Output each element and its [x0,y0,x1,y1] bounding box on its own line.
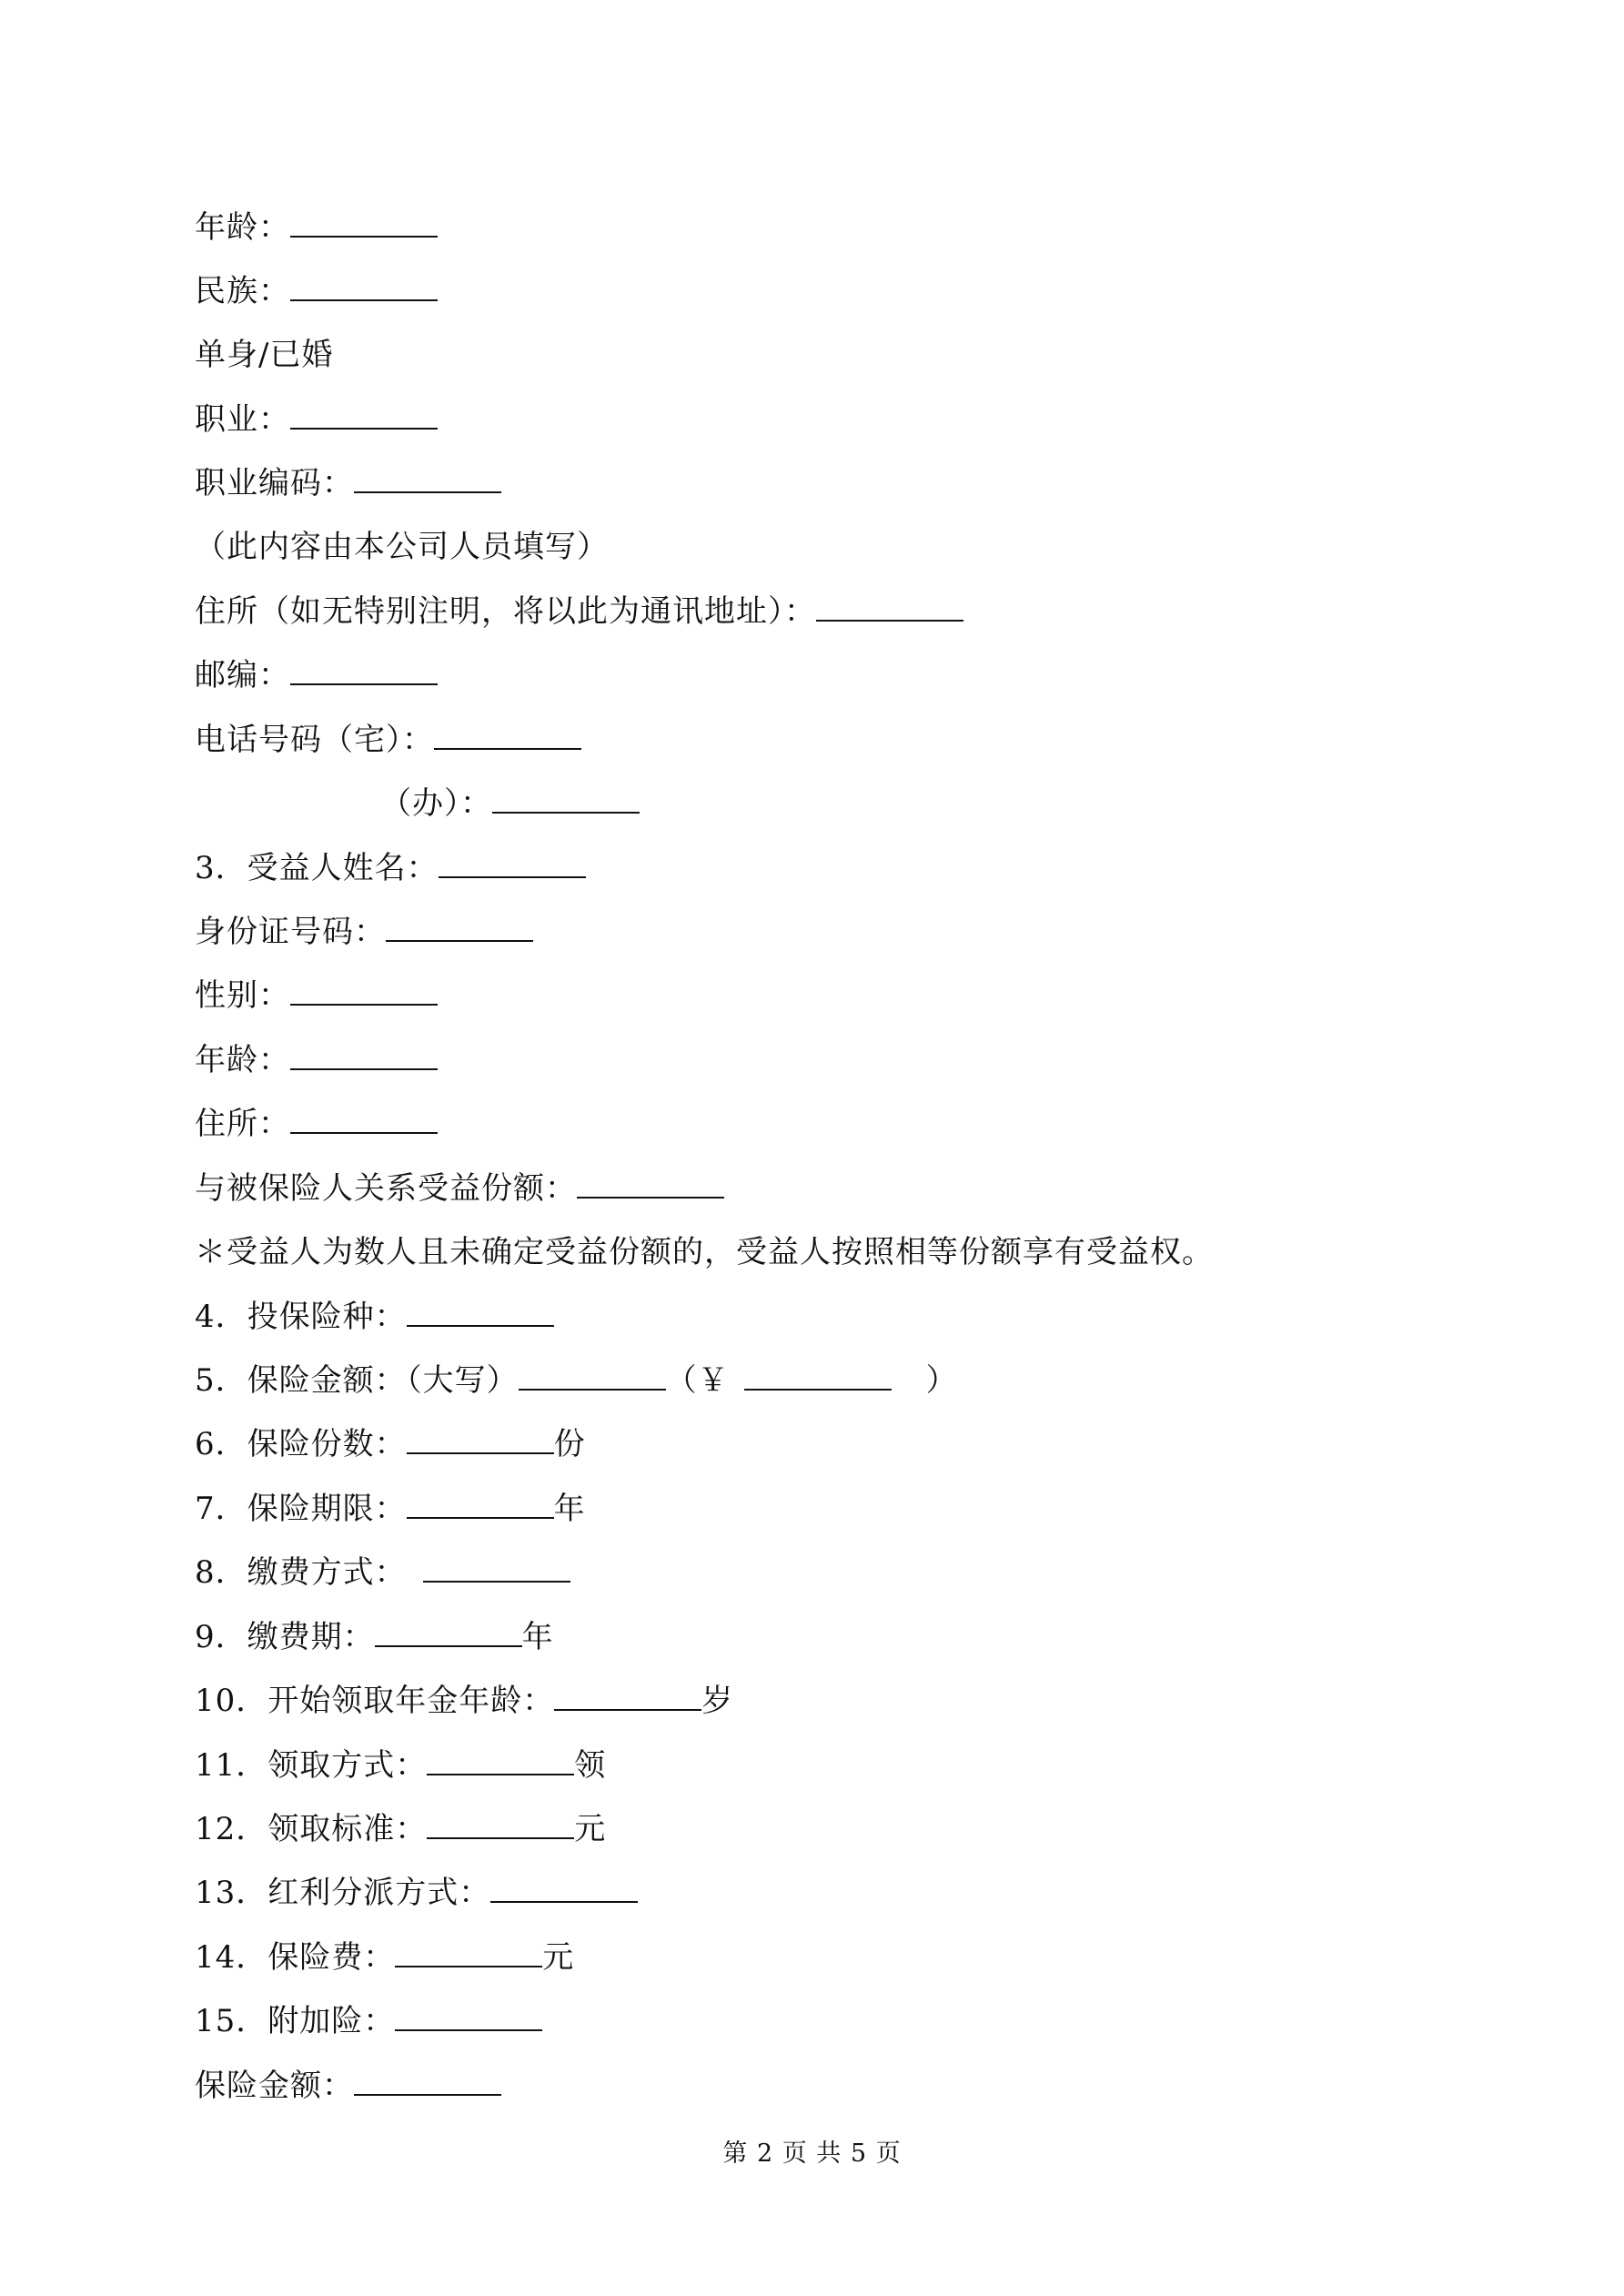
line-beneficiary-note [195,1232,1214,1272]
field-label: 与被保险人关系受益份额： [195,1170,577,1207]
blank-line[interactable] [395,2002,542,2031]
field-label: 9．缴费期： [195,1619,375,1655]
line-beneficiary-name [195,848,586,888]
line-insurance-type [195,1297,554,1337]
text-line: （此内容由本公司人员填写） [195,529,609,565]
text-line: 单身/已婚 [195,337,334,373]
blank-line[interactable] [407,1298,554,1327]
field-label: 11．领取方式： [195,1747,428,1784]
line-staff-note [195,527,609,567]
field-suffix: 岁 [701,1683,734,1719]
line-dividend-method [195,1873,638,1913]
blank-line[interactable] [290,1105,438,1134]
line-occupation-code [195,463,501,503]
blank-line[interactable] [427,1810,574,1839]
field-label: 住所： [195,1106,290,1142]
line-id-number [195,912,533,952]
line-residence [195,592,963,632]
blank-line[interactable] [290,272,438,301]
blank-line[interactable] [744,1361,892,1391]
field-label: 保险金额： [195,2068,354,2104]
blank-line[interactable] [423,1553,570,1583]
field-label: 6．保险份数： [195,1426,407,1462]
blank-line[interactable] [407,1425,554,1454]
line-phone-office [380,784,640,824]
line-ethnicity [195,271,438,311]
line-age [195,207,438,248]
blank-line[interactable] [519,1361,666,1391]
field-label: （办）： [380,785,492,822]
blank-line[interactable] [434,721,581,750]
field-label: 民族： [195,273,290,309]
field-label: 电话号码（宅）： [195,722,434,758]
line-marital-status [195,335,333,375]
blank-line[interactable] [407,1490,554,1519]
field-label: 住所（如无特别注明，将以此为通讯地址）： [195,593,816,630]
line-collection-method [195,1745,606,1785]
blank-line[interactable] [354,2067,501,2096]
field-label: 年龄： [195,209,290,246]
field-suffix: 份 [553,1426,586,1462]
blank-line[interactable] [354,464,501,493]
line-relation-share [195,1168,724,1209]
field-label: 邮编： [195,657,290,693]
line-collection-standard [195,1809,606,1849]
field-label: 7．保险期限： [195,1491,407,1527]
blank-line[interactable] [439,849,586,878]
line-gender [195,976,438,1016]
line-rider [195,2001,542,2041]
field-suffix: 元 [574,1811,607,1847]
field-label: 8．缴费方式： [195,1554,407,1591]
field-label: 13．红利分派方式： [195,1875,491,1911]
field-label: 3．受益人姓名： [195,850,439,886]
field-label: 5．保险金额：（大写） [195,1362,519,1399]
blank-line[interactable] [290,976,438,1006]
blank-line[interactable] [554,1682,701,1711]
amount-close: ） [925,1362,958,1399]
blank-line[interactable] [492,784,640,814]
blank-line[interactable] [375,1618,522,1647]
field-suffix: 年 [553,1491,586,1527]
field-suffix: 年 [521,1619,554,1655]
page-footer: 第 2 页 共 5 页 [722,2139,902,2168]
field-label: 年龄： [195,1042,290,1078]
line-beneficiary-residence [195,1104,438,1144]
blank-line[interactable] [386,913,533,942]
field-label: 14．保险费： [195,1939,396,1976]
blank-line[interactable] [290,1041,438,1070]
field-label: 职业： [195,401,290,438]
line-payment-period [195,1617,554,1657]
line-rider-amount [195,2066,501,2106]
blank-line[interactable] [577,1169,724,1199]
blank-line[interactable] [290,656,438,685]
line-beneficiary-age [195,1040,438,1080]
field-label: 身份证号码： [195,914,386,950]
line-payment-method [195,1553,570,1593]
field-label: 15．附加险： [195,2003,396,2039]
blank-line[interactable] [395,1938,542,1967]
blank-line[interactable] [490,1874,638,1903]
blank-line[interactable] [290,400,438,430]
line-phone-home [195,720,581,760]
field-label: 10．开始领取年金年龄： [195,1683,555,1719]
field-suffix: 领 [574,1747,607,1784]
text-line: ＊受益人为数人且未确定受益份额的，受益人按照相等份额享有受益权。 [195,1234,1214,1270]
field-label: 12．领取标准： [195,1811,428,1847]
blank-line[interactable] [290,208,438,238]
line-postcode [195,655,438,695]
field-label: 职业编码： [195,465,354,501]
amount-yen-open: （￥ [665,1362,730,1399]
line-occupation [195,400,438,440]
line-premium [195,1937,574,1977]
field-suffix: 元 [542,1939,575,1976]
line-annuity-start-age [195,1681,733,1721]
blank-line[interactable] [816,592,963,622]
line-insured-amount [195,1360,958,1401]
line-term [195,1489,586,1529]
blank-line[interactable] [427,1746,574,1775]
line-copies [195,1424,586,1464]
field-label: 4．投保险种： [195,1299,407,1335]
field-label: 性别： [195,977,290,1014]
